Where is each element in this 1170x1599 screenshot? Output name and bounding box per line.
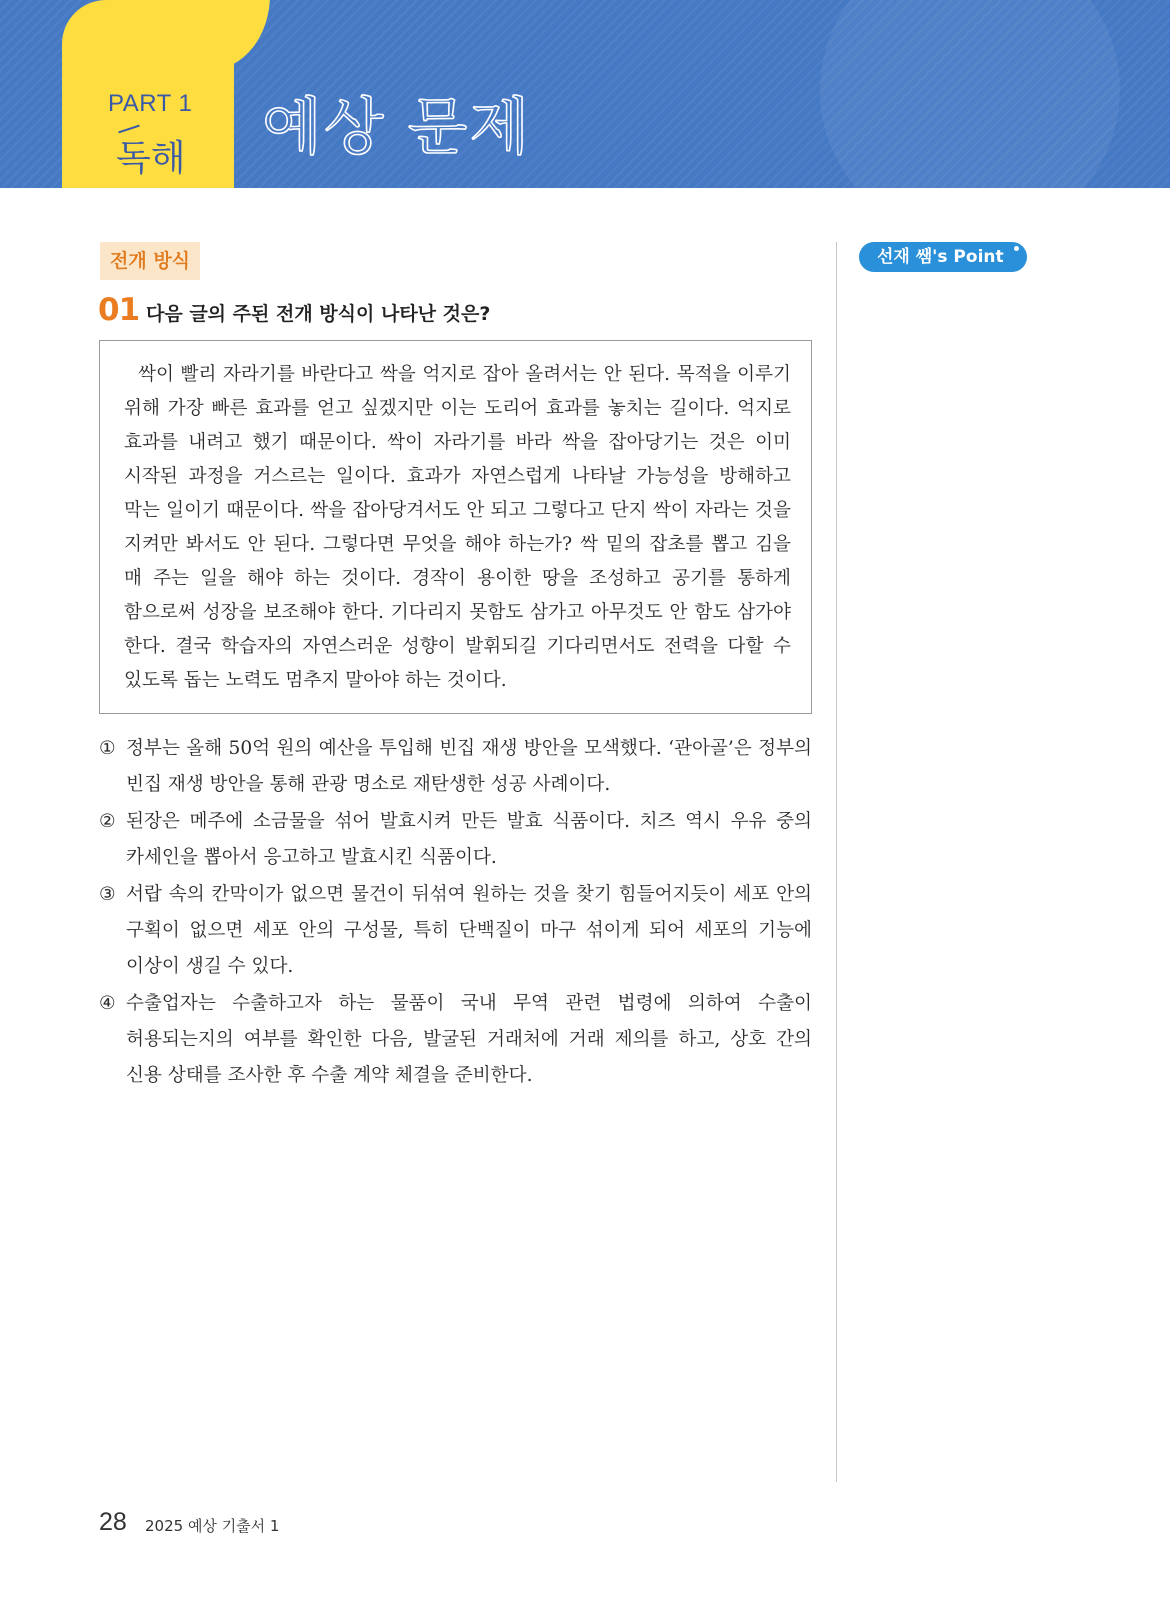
question-number: 01 (98, 292, 140, 328)
part-label: PART 1 (108, 90, 193, 117)
badge-dot-icon (1014, 246, 1019, 251)
question-category-tag: 전개 방식 (100, 242, 200, 280)
page-title: 예상 문제 (262, 90, 532, 163)
reading-passage: 싹이 빨리 자라기를 바란다고 싹을 억지로 잡아 올려서는 안 된다. 목적을 이루기 위해 가장 빠른 효과를 얻고 싶겠지만 이는 도리어 효과를 놓치는 길이다. 억지로 효과를 내려고 했기 때문이다. 싹이 자라기를 바라 싹을 잡아당기는 것은 이미 시작된 과정을 거스르는 일이다. 효과가 자연스럽게 나타날 가능성을 방해하고 막는 일이기 때문이다. 싹을 잡아당겨서도 안 되고 그렇다고 단지 싹이 자라는 것을 지켜만 봐서도 안 된다. 그렇다면 무엇을 해야 하는가? 싹 밑의 잡초를 뽑고 김을 매 주는 일을 해야 하는 것이다. 경작이 용이한 땅을 조성하고 공기를 통하게 함으로써 성장을 보조해야 한다. 기다리지 못함도 삼가고 아무것도 안 함도 삼가야 한다. 결국 학습자의 자연스러운 성향이 발휘되길 기다리면서도 전력을 다할 수 있도록 돕는 노력도 멈추지 말아야 하는 것이다. (124, 364, 791, 691)
page-header (0, 0, 1170, 188)
choice-text: 정부는 올해 50억 원의 예산을 투입해 빈집 재생 방안을 모색했다. ‘관아골’은 정부의 빈집 재생 방안을 통해 관광 명소로 재탄생한 성공 사례이다. (126, 738, 812, 795)
choice-text: 수출업자는 수출하고자 하는 물품이 국내 무역 관련 법령에 의하여 수출이 허용되는지의 여부를 확인한 다음, 발굴된 거래처에 거래 제의를 하고, 상호 간의 신용 상태를 조사한 후 수출 계약 체결을 준비한다. (126, 993, 812, 1086)
quote-decoration (820, 0, 1120, 188)
question-prompt: 다음 글의 주된 전개 방식이 나타난 것은? (146, 303, 491, 325)
choice-number: ② (99, 811, 116, 832)
reading-passage-box (99, 340, 812, 714)
choice-number: ① (99, 738, 116, 759)
choice-text: 된장은 메주에 소금물을 섞어 발효시켜 만든 발효 식품이다. 치즈 역시 우유 중의 카세인을 뽑아서 응고하고 발효시킨 식품이다. (126, 811, 812, 868)
column-divider (836, 242, 837, 1482)
answer-choice-2[interactable] (99, 804, 812, 876)
answer-choice-1[interactable] (99, 731, 812, 803)
page-number: 28 (99, 1508, 127, 1536)
choice-number: ④ (99, 993, 116, 1014)
question-header (98, 292, 818, 332)
part-subtitle: 독해 (116, 138, 186, 179)
answer-choice-4[interactable] (99, 986, 812, 1094)
choice-number: ③ (99, 884, 116, 905)
choice-text: 서랍 속의 칸막이가 없으면 물건이 뒤섞여 원하는 것을 찾기 힘들어지듯이 세포 안의 구획이 없으면 세포 안의 구성물, 특히 단백질이 마구 섞이게 되어 세포의 기능에 이상이 생길 수 있다. (126, 884, 812, 977)
teacher-point-label: 선재 쌤's Point (877, 247, 1004, 267)
book-title: 2025 예상 기출서 1 (145, 1517, 280, 1535)
teacher-point-badge (859, 242, 1027, 272)
answer-choice-3[interactable] (99, 877, 812, 985)
answer-choices (99, 731, 812, 1095)
